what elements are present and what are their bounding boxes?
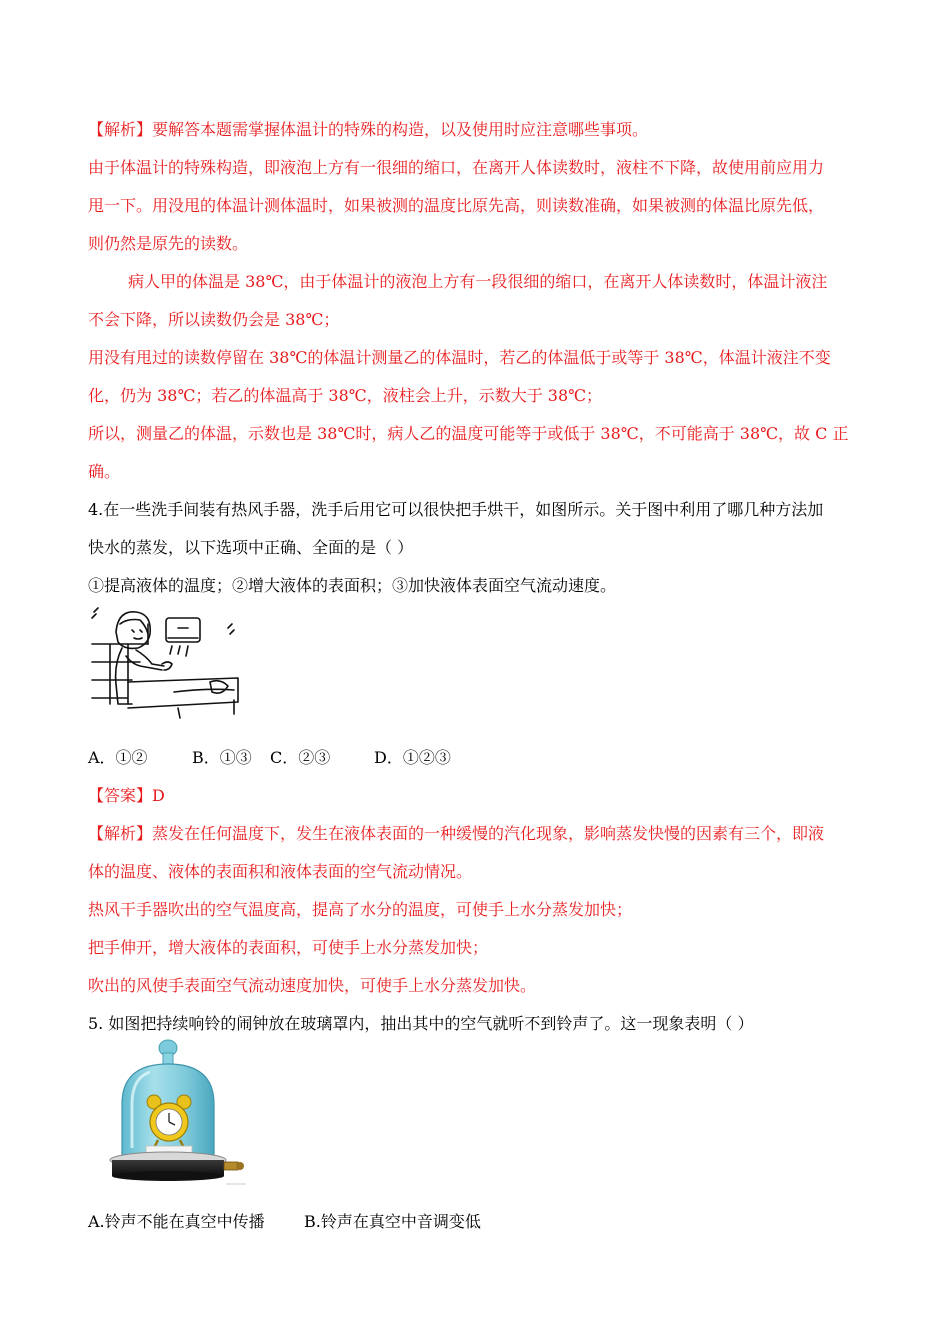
hand-dryer-illustration — [88, 604, 244, 720]
q4-stem-line: 4.在一些洗手间装有热风手器，洗手后用它可以很快把手烘干，如图所示。关于图中利用了哪几种方法加 — [88, 500, 824, 519]
q3-explanation-line: 确。 — [88, 462, 121, 481]
q3-explanation-line: 不会下降，所以读数仍会是 38℃； — [88, 310, 340, 329]
option-b[interactable]: B．①③ — [192, 748, 252, 767]
q4-explanation-line: 【解析】蒸发在任何温度下，发生在液体表面的一种缓慢的汽化现象，影响蒸发快慢的因素有三个，即液 — [88, 824, 825, 843]
bell-jar-clock-image — [108, 1038, 252, 1192]
q4-stem-line: 快水的蒸发，以下选项中正确、全面的是（ ） — [88, 538, 414, 557]
q4-explanation-line: 把手伸开，增大液体的表面积，可使手上水分蒸发加快； — [88, 938, 489, 957]
q3-explanation-line: 则仍然是原先的读数。 — [88, 234, 249, 253]
q5-options — [88, 1212, 864, 1232]
q3-explanation-line: 化，仍为 38℃；若乙的体温高于 38℃，液柱会上升，示数大于 38℃； — [88, 386, 603, 405]
q4-methods: ①提高液体的温度；②增大液体的表面积；③加快液体表面空气流动速度。 — [88, 576, 617, 595]
q3-explanation-line: 由于体温计的特殊构造，即液泡上方有一很细的缩口，在离开人体读数时，液柱不下降，故使用前应用力 — [88, 158, 825, 177]
q4-answer — [88, 786, 864, 806]
q3-explanation-line: 所以，测量乙的体温，示数也是 38℃时，病人乙的温度可能等于或低于 38℃，不可能高于 38℃，故 C 正 — [88, 424, 849, 443]
option-a[interactable]: A.铃声不能在真空中传播 — [88, 1212, 265, 1231]
answer-label: 【答案】 — [88, 786, 153, 805]
q3-explanation-line: 病人甲的体温是 38℃，由于体温计的液泡上方有一段很细的缩口，在离开人体读数时，体温计液注 — [128, 272, 828, 291]
q5-stem: 5. 如图把持续响铃的闹钟放在玻璃罩内，抽出其中的空气就听不到铃声了。这一现象表明（ ） — [88, 1014, 754, 1033]
answer-value: D — [152, 786, 165, 805]
option-b[interactable]: B.铃声在真空中音调变低 — [304, 1212, 481, 1231]
explanation-label: 【解析】 — [88, 824, 153, 843]
option-d[interactable]: D．①②③ — [374, 748, 451, 767]
q3-explanation-intro: 【解析】要解答本题需掌握体温计的特殊的构造，以及使用时应注意哪些事项。 — [88, 120, 649, 139]
q4-options — [88, 748, 864, 768]
option-c[interactable]: C．②③ — [270, 748, 331, 767]
q4-explanation-line: 热风干手器吹出的空气温度高，提高了水分的温度，可使手上水分蒸发加快； — [88, 900, 633, 919]
explanation-label: 【解析】 — [88, 120, 153, 139]
option-a[interactable]: A．①② — [88, 748, 148, 767]
q3-explanation-line: 用没有甩过的读数停留在 38℃的体温计测量乙的体温时，若乙的体温低于或等于 38℃，体温计液注不变 — [88, 348, 831, 367]
q4-explanation-line: 体的温度、液体的表面积和液体表面的空气流动情况。 — [88, 862, 473, 881]
q3-explanation-line: 甩一下。用没甩的体温计测体温时，如果被测的温度比原先高，则读数准确，如果被测的体温比原先低， — [88, 196, 825, 215]
q4-explanation-line: 吹出的风使手表面空气流动速度加快，可使手上水分蒸发加快。 — [88, 976, 537, 995]
